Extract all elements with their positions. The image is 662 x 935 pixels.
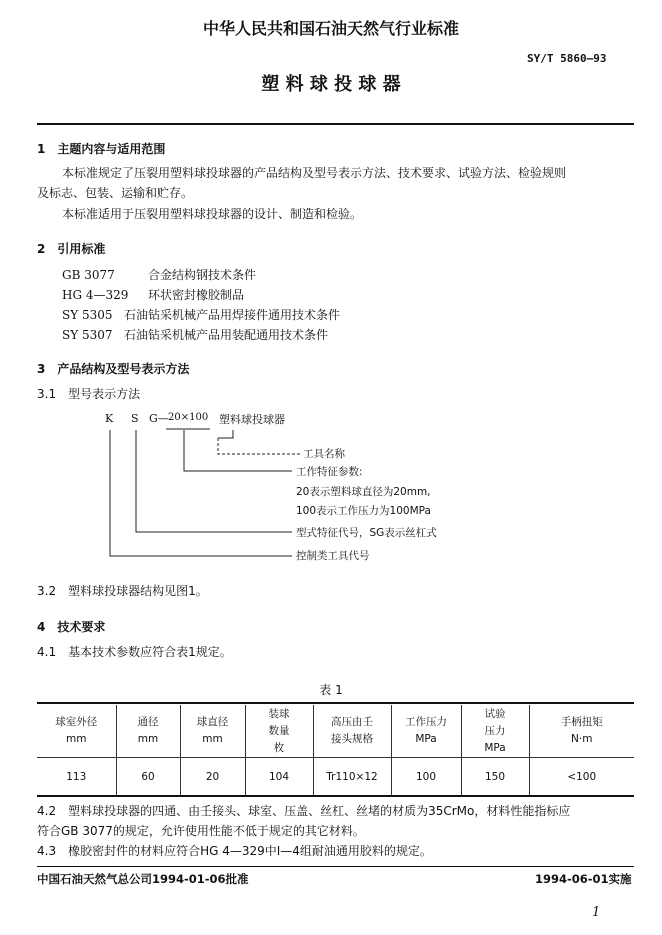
table-header-cell: 试验 压力 MPa (461, 705, 529, 758)
section-1-scope-paragraph: 本标准适用于压裂用塑料球投球器的设计、制造和检验。 (62, 207, 363, 221)
subsection-4-2-line1: 4.2 塑料球投球器的四通、由壬接头、球室、压盖、丝杠、丝堵的材质为35CrMo，材料性能指标应 (37, 804, 571, 818)
reference-title: 石油钻采机械产品用装配通用技术条件 (124, 328, 329, 342)
table-header-cell: 装球 数量 枚 (245, 705, 313, 758)
page-number: 1 (592, 905, 601, 920)
model-letter-g: G— (149, 412, 169, 425)
subsection-3-2: 3.2 塑料球投球器结构见图1。 (37, 584, 208, 598)
table-top-rule (37, 702, 634, 704)
table-cell: 60 (116, 758, 180, 797)
table-cell: 113 (66, 770, 87, 783)
annotation-feature-params: 工作特征参数: (296, 466, 363, 478)
reference-code: SY 5307 (62, 328, 113, 342)
table-cell: 104 (245, 758, 313, 797)
section-1-paragraph-line1: 本标准规定了压裂用塑料球投球器的产品结构及型号表示方法、技术要求、试验方法、检验规则 (62, 166, 567, 180)
table-cell: 20 (180, 758, 245, 797)
reference-code: SY 5305 (62, 308, 113, 322)
footer-rule (37, 866, 634, 867)
model-letter-k: K (105, 412, 114, 425)
annotation-feature-line1: 20表示塑料球直径为20mm, (296, 486, 431, 498)
effective-date: 1994-06-01实施 (535, 872, 632, 886)
model-letter-s: S (131, 412, 139, 425)
subsection-4-2-line2: 符合GB 3077的规定，允许使用性能不低于规定的其它材料。 (37, 824, 365, 838)
approval-note: 中国石油天然气总公司1994-01-06批准 (37, 872, 249, 886)
annotation-feature-line2: 100表示工作压力为100MPa (296, 505, 431, 517)
model-size-code: 20×100 (168, 412, 209, 423)
table-cell: 100 (391, 758, 461, 797)
reference-code: GB 3077 (62, 268, 115, 282)
table-cell: <100 (529, 758, 634, 797)
annotation-control-code: 控制类工具代号 (296, 550, 370, 562)
table-cell: Tr110×12 (313, 758, 391, 797)
table-cell: 150 (461, 758, 529, 797)
subsection-4-1: 4.1 基本技术参数应符合表1规定。 (37, 645, 232, 659)
reference-title: 石油钻采机械产品用焊接件通用技术条件 (124, 308, 341, 322)
table-caption: 表 1 (319, 683, 343, 697)
reference-title: 合金结构钢技术条件 (148, 268, 257, 282)
table-row (37, 758, 634, 797)
section-1-paragraph-line2: 及标志、包装、运输和贮存。 (37, 186, 194, 200)
section-3-heading: 3 产品结构及型号表示方法 (37, 362, 190, 376)
subsection-3-1-heading: 3.1 型号表示方法 (37, 387, 141, 401)
subsection-4-3: 4.3 橡胶密封件的材料应符合HG 4—329中Ⅰ—4组耐油通用胶料的规定。 (37, 844, 432, 858)
table-header-cell: 高压由壬 接头规格 (313, 705, 391, 758)
annotation-type-code: 型式特征代号，SG表示丝杠式 (296, 527, 437, 539)
table-header-cell: 球直径 mm (180, 705, 245, 758)
section-4-heading: 4 技术要求 (37, 620, 106, 634)
standard-code: SY/T 5860—93 (527, 52, 607, 65)
table-header-cell: 工作压力 MPa (391, 705, 461, 758)
document-title: 塑 料 球 投 球 器 (261, 74, 401, 95)
model-product-name: 塑料球投球器 (219, 413, 285, 426)
technical-parameters-table (37, 705, 634, 796)
table-header-cell: 球室外径 mm (37, 705, 116, 758)
standard-category-title: 中华人民共和国石油天然气行业标准 (202, 19, 459, 38)
section-2-heading: 2 引用标准 (37, 242, 106, 256)
section-1-heading: 1 主题内容与适用范围 (37, 142, 166, 156)
table-header-cell: 通径 mm (116, 705, 180, 758)
table-header-cell: 手柄扭矩 N·m (529, 705, 634, 758)
annotation-tool-name: 工具名称 (303, 448, 345, 460)
reference-code: HG 4—329 (62, 288, 129, 302)
table-bottom-rule (37, 795, 634, 797)
reference-title: 环状密封橡胶制品 (148, 288, 245, 302)
table-header-row (37, 705, 634, 758)
